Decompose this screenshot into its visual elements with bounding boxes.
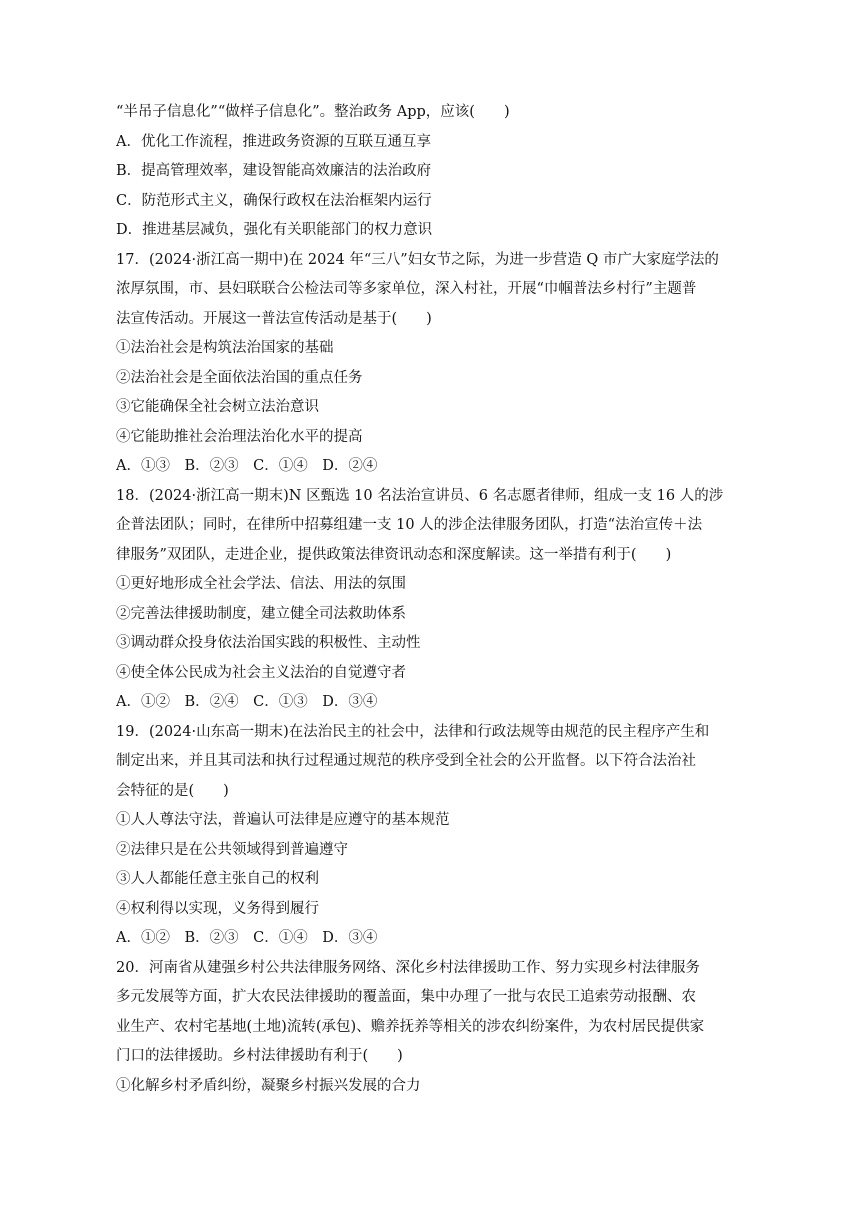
text-line: 业生产、农村宅基地(土地)流转(承包)、赡养抚养等相关的涉农纠纷案件，为农村居民提供家 xyxy=(116,1018,705,1035)
statement-line: ②完善法律援助制度，建立健全司法救助体系 xyxy=(116,605,406,622)
statement-line: ②法律只是在公共领域得到普遍遵守 xyxy=(116,841,348,858)
text-line: 企普法团队；同时，在律所中招募组建一支 10 人的涉企法律服务团队，打造“法治宣传＋法 xyxy=(116,517,703,533)
option-line: A．优化工作流程，推进政务资源的互联互通互享 xyxy=(116,133,431,150)
text-line: 门口的法律援助。乡村法律援助有利于( ) xyxy=(116,1048,403,1064)
text-line: 多元发展等方面，扩大农民法律援助的覆盖面，集中办理了一批与农民工追索劳动报酬、农 xyxy=(116,989,696,1005)
statement-line: ①更好地形成全社会学法、信法、用法的氛围 xyxy=(116,576,406,592)
answer-options: A．①② B．②③ C．①④ D．③④ xyxy=(116,930,378,946)
question-text xyxy=(116,98,748,1101)
statement-line: ①法治社会是构筑法治国家的基础 xyxy=(116,340,334,356)
answer-options: A．①② B．②④ C．①③ D．③④ xyxy=(116,694,378,710)
text-line: 法宣传活动。开展这一普法宣传活动是基于( ) xyxy=(116,310,432,327)
text-line: 制定出来，并且其司法和执行过程通过规范的秩序受到全社会的公开监督。以下符合法治社 xyxy=(116,753,696,769)
text-line: 律服务”双团队，走进企业，提供政策法律资讯动态和深度解读。这一举措有利于( ) xyxy=(116,546,672,563)
text-line: “半吊子信息化”“做样子信息化”。整治政务 App，应该( ) xyxy=(116,104,510,120)
statement-line: ①化解乡村矛盾纠纷，凝聚乡村振兴发展的合力 xyxy=(116,1077,421,1094)
statement-line: ③它能确保全社会树立法治意识 xyxy=(116,399,319,415)
statement-line: ④使全体公民成为社会主义法治的自觉遵守者 xyxy=(116,664,406,681)
text-line: 浓厚氛围，市、县妇联联合公检法司等多家单位，深入村社，开展“巾帼普法乡村行”主题普 xyxy=(116,281,697,297)
text-line: 会特征的是( ) xyxy=(116,782,229,799)
answer-options: A．①③ B．②③ C．①④ D．②④ xyxy=(116,458,378,474)
statement-line: ③人人都能任意主张自己的权利 xyxy=(116,871,319,887)
statement-line: ④权利得以实现，义务得到履行 xyxy=(116,900,319,917)
question-19-stem: 19．(2024·山东高一期末)在法治民主的社会中，法律和行政法规等由规范的民主程序产生和 xyxy=(116,723,710,740)
option-line: C．防范形式主义，确保行政权在法治框架内运行 xyxy=(116,192,432,209)
question-17-stem: 17．(2024·浙江高一期中)在 2024 年“三八”妇女节之际，为进一步营造 Q 市广大家庭学法的 xyxy=(116,251,719,268)
option-line: D．推进基层减负，强化有关职能部门的权力意识 xyxy=(116,222,433,238)
statement-line: ②法治社会是全面依法治国的重点任务 xyxy=(116,369,363,386)
statement-line: ④它能助推社会治理法治化水平的提高 xyxy=(116,428,363,445)
statement-line: ①人人尊法守法，普遍认可法律是应遵守的基本规范 xyxy=(116,812,450,828)
question-20-stem: 20．河南省从建强乡村公共法律服务网络、深化乡村法律援助工作、努力实现乡村法律服务 xyxy=(116,959,700,976)
question-18-stem: 18．(2024·浙江高一期末)N 区甄选 10 名法治宣讲员、6 名志愿者律师，组成一支 16 人的涉 xyxy=(116,487,724,504)
statement-line: ③调动群众投身依法治国实践的积极性、主动性 xyxy=(116,635,421,651)
option-line: B．提高管理效率，建设智能高效廉洁的法治政府 xyxy=(116,163,432,179)
